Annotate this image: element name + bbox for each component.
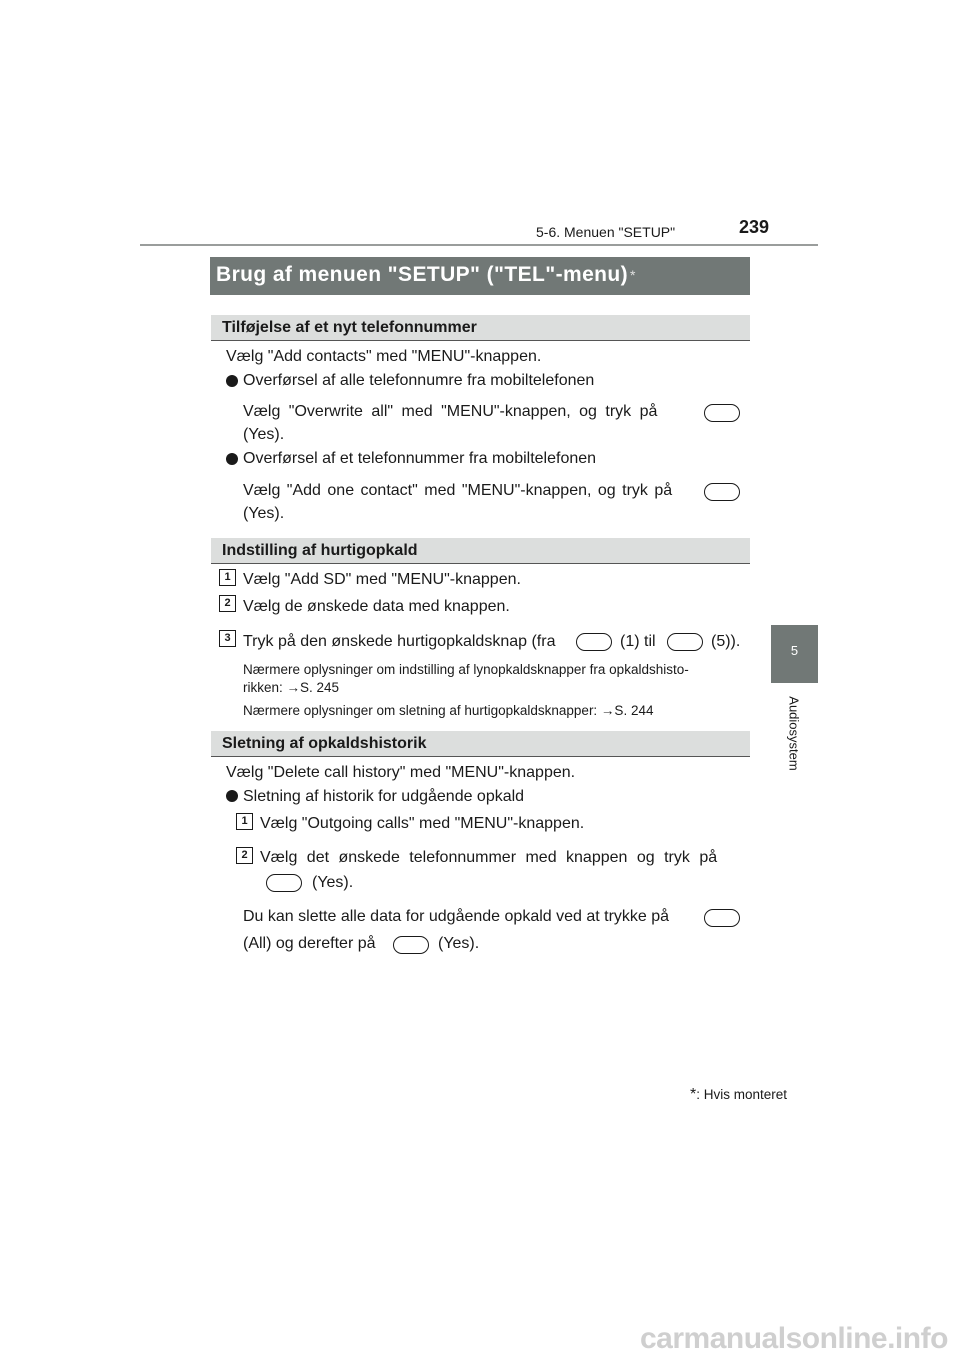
bullet-icon — [226, 375, 238, 387]
yes-button-icon — [393, 936, 429, 954]
note-line: Nærmere oplysninger om sletning af hurtigopkaldsknapper: →S. 244 — [243, 703, 654, 718]
step-number: 1 — [236, 813, 253, 830]
yes-button-icon — [704, 404, 740, 422]
delete-extra-line2b: (Yes). — [438, 935, 480, 952]
note-line: Nærmere oplysninger om indstilling af lynopkaldsknapper fra opkaldshisto- — [243, 662, 689, 677]
speed-dial-step3-a: Tryk på den ønskede hurtigopkaldsknap (fra — [243, 633, 556, 650]
footnote-mark: * — [690, 1086, 697, 1103]
section1-intro: Vælg "Add contacts" med "MENU"-knappen. — [226, 348, 542, 365]
bullet2-title: Overførsel af et telefonnummer fra mobiltelefonen — [243, 450, 597, 467]
delete-extra-line2a: (All) og derefter på — [243, 935, 376, 952]
bullet-icon — [226, 790, 238, 802]
footnote-text: : Hvis monteret — [696, 1087, 788, 1102]
section-heading-speed-dial: Indstilling af hurtigopkald — [211, 538, 750, 564]
speed-dial-button-icon — [576, 633, 612, 651]
page-number: 239 — [739, 217, 770, 237]
chapter-label: Audiosystem — [786, 696, 802, 771]
delete-step2-line1: Vælg det ønskede telefonnummer med knappen og tryk på — [260, 849, 718, 866]
step-number: 2 — [236, 847, 253, 864]
asterisk-mark: * — [630, 267, 636, 283]
bullet1-title: Overførsel af alle telefonnumre fra mobiltelefonen — [243, 372, 595, 389]
delete-step1: Vælg "Outgoing calls" med "MENU"-knappen. — [260, 815, 585, 832]
page-title — [210, 257, 750, 295]
speed-dial-step3-c: (5)). — [711, 633, 741, 650]
yes-button-icon — [266, 874, 302, 892]
section-heading-add-number: Tilføjelse af et nyt telefonnummer — [211, 315, 750, 341]
delete-step2-line2: (Yes). — [312, 874, 354, 891]
step-number: 2 — [219, 595, 236, 612]
section3-bullet-title: Sletning af historik for udgående opkald — [243, 788, 525, 805]
step-number: 1 — [219, 569, 236, 586]
speed-dial-button-icon — [667, 633, 703, 651]
section-header: 5-6. Menuen "SETUP" — [536, 224, 676, 240]
all-button-icon — [704, 909, 740, 927]
delete-extra-line1: Du kan slette alle data for udgående opkald ved at trykke på — [243, 908, 670, 925]
chapter-tab — [771, 625, 818, 683]
speed-dial-step2: Vælg de ønskede data med knappen. — [243, 598, 510, 615]
speed-dial-step3-b: (1) til — [620, 633, 656, 650]
bullet2-line2: (Yes). — [243, 505, 285, 522]
bullet1-line2: (Yes). — [243, 426, 285, 443]
section3-intro: Vælg "Delete call history" med "MENU"-knappen. — [226, 764, 576, 781]
step-number: 3 — [219, 630, 236, 647]
bullet1-line1: Vælg "Overwrite all" med "MENU"-knappen, og tryk på — [243, 403, 658, 420]
watermark: carmanualsonline.info — [640, 1322, 948, 1355]
header-rule — [140, 244, 818, 246]
page-title-text: Brug af menuen "SETUP" ("TEL"-menu) — [216, 263, 629, 286]
note-line: rikken: →S. 245 — [243, 680, 340, 695]
footnote — [690, 1086, 787, 1103]
section-heading-delete-history: Sletning af opkaldshistorik — [211, 731, 750, 757]
yes-button-icon — [704, 483, 740, 501]
chapter-number: 5 — [790, 643, 799, 658]
bullet-icon — [226, 453, 238, 465]
speed-dial-step1: Vælg "Add SD" med "MENU"-knappen. — [243, 571, 521, 588]
bullet2-line1: Vælg "Add one contact" med "MENU"-knappen, og tryk på — [243, 482, 673, 499]
